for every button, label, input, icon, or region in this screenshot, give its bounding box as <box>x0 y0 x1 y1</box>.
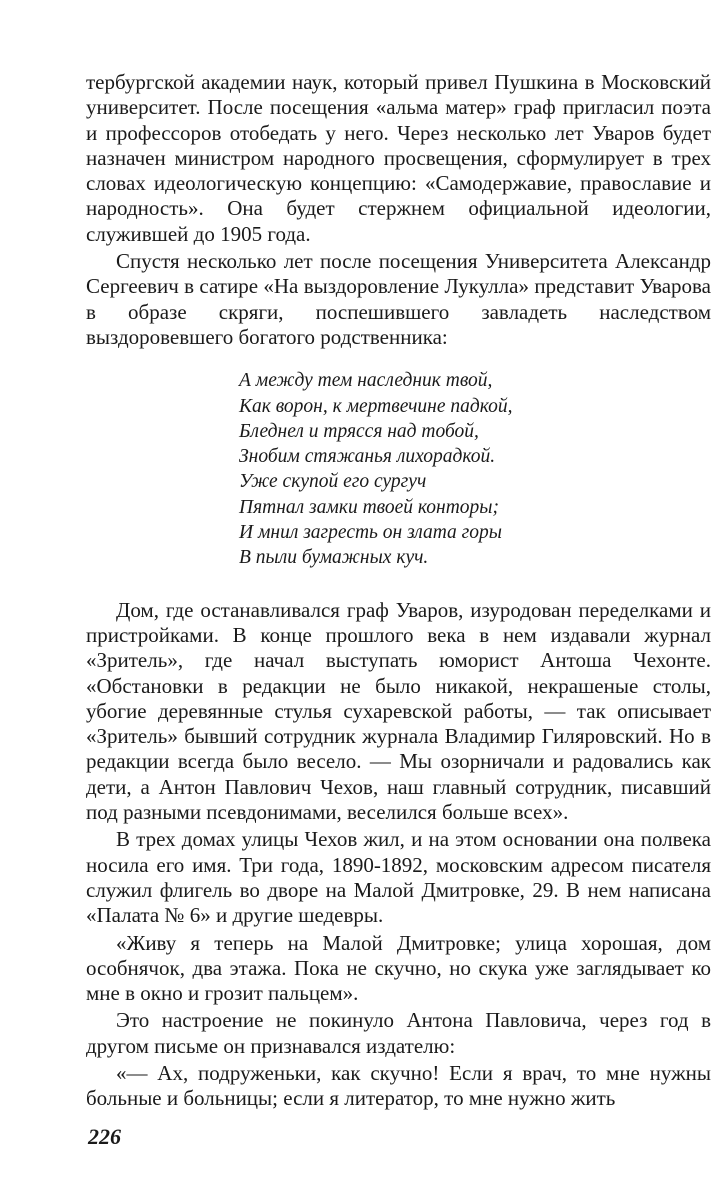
poem-line-8: В пыли бумажных куч. <box>239 547 429 569</box>
poem-line-5: Уже скупой его сургуч <box>239 471 427 493</box>
poem-line-4: Знобим стяжанья лихорадкой. <box>239 446 496 468</box>
paragraph-6: Это настроение не покинуло Антона Павловича, через год в другом письме он признавался издателю: <box>86 1008 711 1058</box>
paragraph-4: В трех домах улицы Чехов жил, и на этом основании она полвека носила его имя. Три года, 1890-1892, московским адресом писателя служил флигель во дворе на Малой Дмитровке, 29. В нем написана «Палата № 6» и другие шедевры. <box>86 827 711 928</box>
paragraph-3: Дом, где останавливался граф Уваров, изуродован переделками и пристройками. В конце прошлого века в нем издавали журнал «Зритель», где начал выступать юморист Антоша Чехонте. «Обстановки в редакции не было никакой, некрашеные столы, убогие деревянные стулья сухаревской работы, — так описывает «Зритель» бывший сотрудник журнала Владимир Гиляровский. Но в редакции всегда было весело. — Мы озорничали и радовались как дети, а Антон Павлович Чехов, наш главный сотрудник, писавший под разными псевдонимами, веселился больше всех». <box>86 597 711 825</box>
paragraph-7: «— Ах, подруженьки, как скучно! Если я врач, то мне нужны больные и больницы; если я литератор, то мне нужно жить <box>86 1060 711 1111</box>
paragraph-5: «Живу я теперь на Малой Дмитровке; улица хорошая, дом особнячок, два этажа. Пока не скучно, но скука уже заглядывает ко мне в окно и грозит пальцем». <box>86 930 711 1006</box>
page-number: 226 <box>88 1124 121 1149</box>
page-body <box>86 70 711 1114</box>
paragraph-1: тербургской академии наук, который привел Пушкина в Московский университет. После посещения «альма матер» граф пригласил поэта и профессоров отобедать у него. Через несколько лет Уваров будет назначен министром народного просвещения, сформулирует в трех словах идеологическую концепцию: «Самодержавие, православие и народность». Она будет стержнем официальной идеологии, служившей до 1905 года. <box>86 70 711 246</box>
paragraph-2: Спустя несколько лет после посещения Университета Александр Сергеевич в сатире «На выздоровление Лукулла» представит Уварова в образе скряги, поспешившего завладеть наследством выздоровевшего богатого родственника: <box>86 249 711 349</box>
poem-line-6: Пятнал замки твоей конторы; <box>239 496 499 518</box>
poem-line-7: И мнил загресть он злата горы <box>239 522 502 544</box>
poem-line-3: Бледнел и трясся над тобой, <box>239 420 479 442</box>
poem-quote <box>239 368 711 570</box>
poem-line-2: Как ворон, к мертвечине падкой, <box>239 395 513 417</box>
poem-line-1: А между тем наследник твой, <box>239 370 493 392</box>
